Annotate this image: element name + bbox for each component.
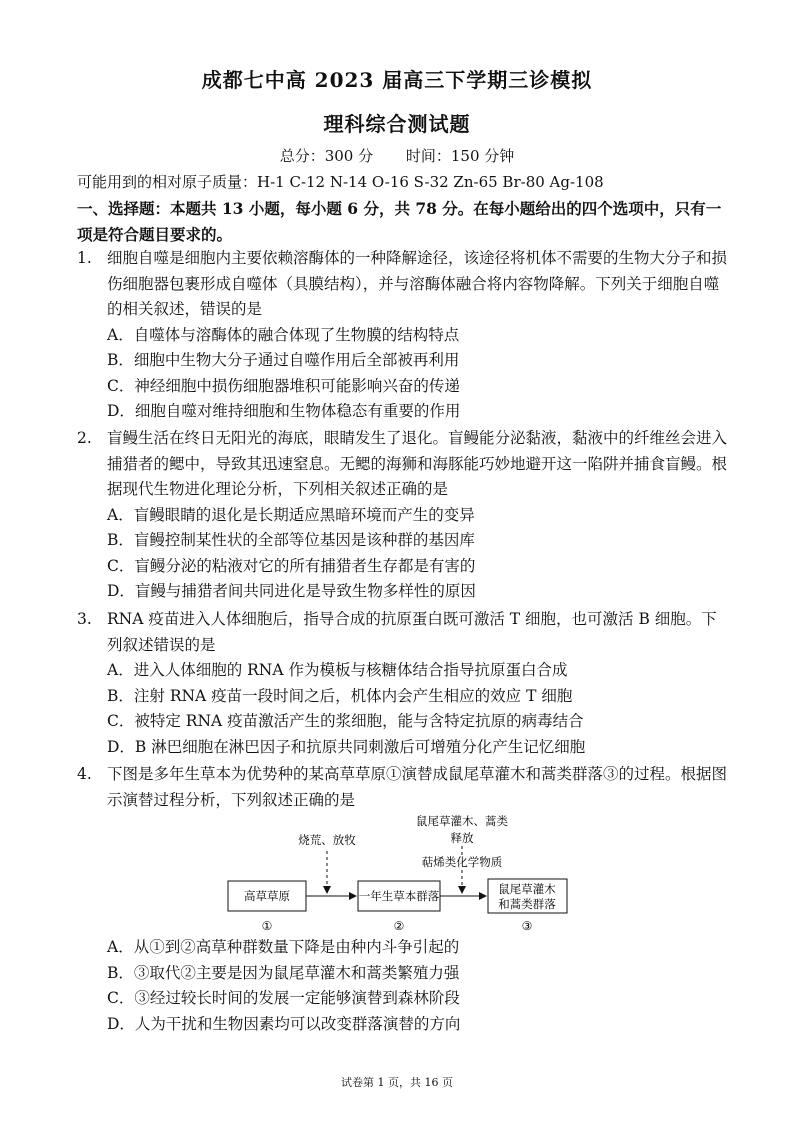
option-b: B．③取代②主要是因为鼠尾草灌木和蒿类繁殖力强 [107, 963, 460, 982]
atomic-masses: 可能用到的相对原子质量：H-1 C-12 N-14 O-16 S-32 Zn-65 Br-80 Ag-108 [77, 173, 604, 191]
option-c: C．③经过较长时间的发展一定能够演替到森林阶段 [107, 989, 460, 1007]
option-c: C．被特定 RNA 疫苗激活产生的浆细胞，能与含特定抗原的病毒结合 [107, 712, 584, 730]
diagram-factor-2-line-1: 鼠尾草灌木、蒿类 [416, 814, 508, 828]
question-number: 1. [77, 249, 92, 267]
option-d: D．B 淋巴细胞在淋巴因子和抗原共同刺激后可增殖分化产生记忆细胞 [107, 737, 586, 756]
diagram-factor-1: 烧荒、放牧 [298, 833, 356, 847]
option-a: A．从①到②高草种群数量下降是由种内斗争引起的 [107, 938, 460, 956]
paper-subtitle: 理科综合测试题 [323, 112, 471, 136]
question-4-options [77, 935, 727, 1037]
option-a: A．盲鳗眼睛的退化是长期适应黑暗环境而产生的变异 [107, 505, 475, 524]
option-b: B．注射 RNA 疫苗一段时间之后，机体内会产生相应的效应 T 细胞 [107, 686, 573, 705]
paper-title: 成都七中高 2023 届高三下学期三诊模拟 [201, 68, 593, 92]
stage-label-3: ③ [521, 919, 533, 933]
diagram-box-2-label: 一年生草本群落 [358, 889, 440, 903]
option-b: B．盲鳗控制某性状的全部等位基因是该种群的基因库 [107, 531, 475, 549]
question-number: 2. [77, 429, 92, 447]
page-footer: 试卷第 1 页，共 16 页 [341, 1076, 453, 1089]
stage-label-1: ① [261, 919, 273, 933]
diagram-box-3-label-1: 鼠尾草灌木 [498, 882, 556, 896]
stage-label-2: ② [393, 919, 405, 933]
option-a: A．进入人体细胞的 RNA 作为模板与核糖体结合指导抗原蛋白合成 [107, 661, 568, 679]
option-c: C．盲鳗分泌的粘液对它的所有捕猎者生存都是有害的 [107, 556, 476, 575]
diagram-box-3-label-2: 和蒿类群落 [498, 897, 556, 911]
question-stem: 盲鳗生活在终日无阳光的海底，眼睛发生了退化。盲鳗能分泌黏液，黏液中的纤维丝会进入捕猎者的鳃中，导致其迅速窒息。无鳃的海狮和海豚能巧妙地避开这一陷阱并捕食盲鳗。根据现代生物进化理论分析，下列相关叙述正确的是 [107, 429, 728, 498]
option-d: D．细胞自噬对维持细胞和生物体稳态有重要的作用 [107, 402, 461, 420]
option-d: D．盲鳗与捕猎者间共同进化是导致生物多样性的原因 [107, 582, 476, 600]
question-number: 3. [77, 610, 92, 628]
option-b: B．细胞中生物大分子通过自噬作用后全部被再利用 [107, 351, 460, 369]
diagram-factor-2-line-3: 萜烯类化学物质 [421, 855, 503, 869]
exam-time: 时间：150 分钟 [405, 147, 515, 165]
option-a: A．自噬体与溶酶体的融合体现了生物膜的结构特点 [107, 325, 460, 344]
option-d: D．人为干扰和生物因素均可以改变群落演替的方向 [107, 1014, 461, 1033]
question-stem: 细胞自噬是细胞内主要依赖溶酶体的一种降解途径，该途径将机体不需要的生物大分子和损伤细胞器包裹形成自噬体（具膜结构），并与溶酶体融合将内容物降解。下列关于细胞自噬的相关叙述，错误的是 [107, 249, 728, 318]
section-instructions: 一、选择题：本题共 13 小题，每小题 6 分，共 78 分。在每小题给出的四个选项中，只有一项是符合题目要求的。 [77, 199, 722, 244]
total-score: 总分：300 分 [279, 147, 374, 165]
diagram-factor-2-line-2: 释放 [450, 831, 474, 845]
question-number: 4. [77, 765, 92, 783]
question-stem: 下图是多年生草本为优势种的某高草草原①演替成鼠尾草灌木和蒿类群落③的过程。根据图示演替过程分析，下列叙述正确的是 [107, 765, 728, 809]
diagram-box-1-label: 高草草原 [244, 889, 290, 903]
question-stem: RNA 疫苗进入人体细胞后，指导合成的抗原蛋白既可激活 T 细胞，也可激活 B 细胞。下列叙述错误的是 [107, 610, 717, 654]
option-c: C．神经细胞中损伤细胞器堆积可能影响兴奋的传递 [107, 376, 460, 395]
